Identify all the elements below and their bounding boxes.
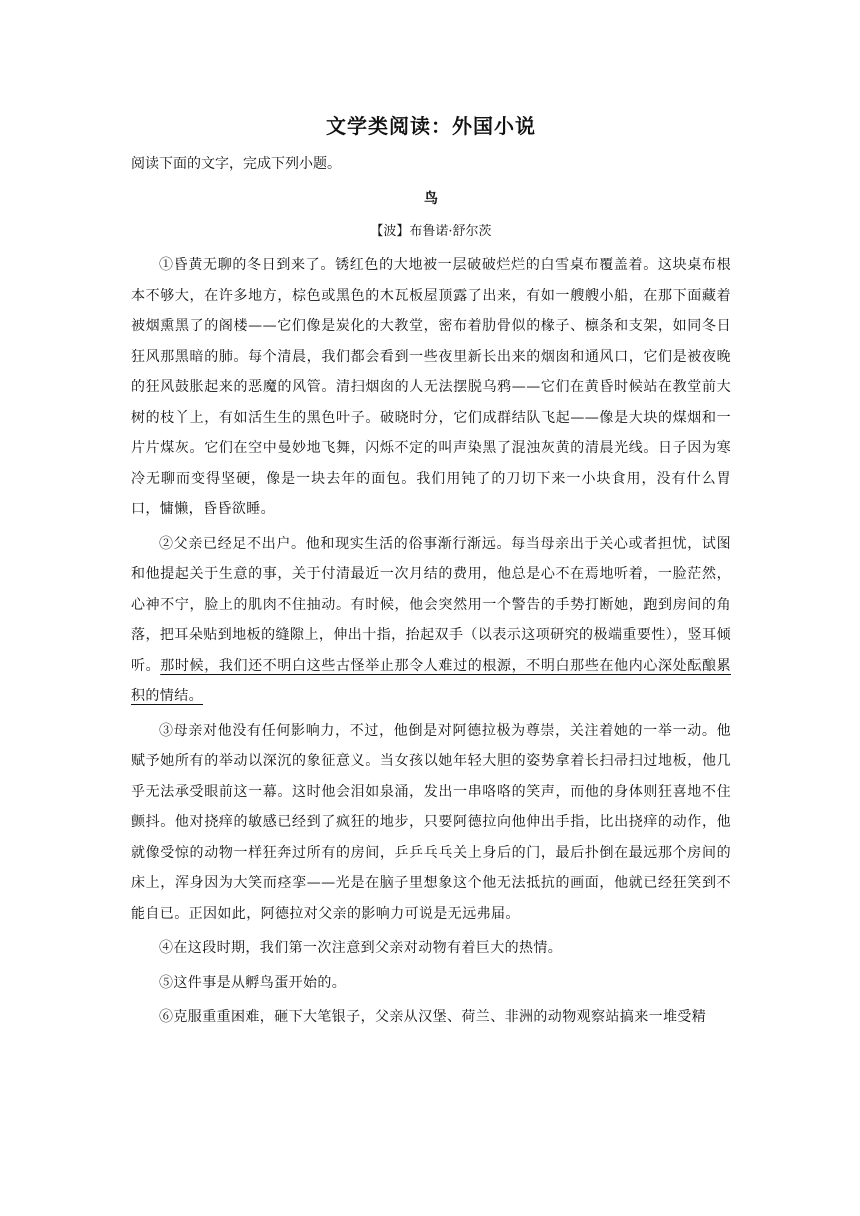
- paragraph-2: [131, 529, 731, 712]
- paragraph-5: ⑤这件事是从孵鸟蛋开始的。: [159, 974, 347, 991]
- paragraph-4: ④在这段时期，我们第一次注意到父亲对动物有着巨大的热情。: [159, 940, 563, 956]
- paragraph-2-text: ②父亲已经足不出户。他和现实生活的俗事渐行渐远。每当母亲出于关心或者担忧，试图和他提起关于生意的事，关于付清最近一次月结的费用，他总是心不在焉地听着，一脸茫然，心神不宁，脸上的肌肉不住抽动。有时候，他会突然用一个警告的手势打断她，跑到房间的角落，把耳朵贴到地板的缝隙上，伸出十指，抬起双手（以表示这项研究的极端重要性），竖耳倾听。: [131, 535, 731, 674]
- underlined-sentence: 那时候，我们还不明白这些古怪举止那令人难过的根源，不明白那些在他内心深处酝酿累积的情结。: [131, 657, 731, 704]
- paragraph-3: ③母亲对他没有任何影响力，不过，他倒是对阿德拉极为尊崇，关注着她的一举一动。他赋予她所有的举动以深沉的象征意义。当女孩以她年轻大胆的姿势拿着长扫帚扫过地板，他几乎无法承受眼前这一幕。这时他会泪如泉涌，发出一串咯咯的笑声，而他的身体则狂喜地不住颤抖。他对挠痒的敏感已经到了疯狂的地步，只要阿德拉向他伸出手指，比出挠痒的动作，他就像受惊的动物一样狂奔过所有的房间，乒乒乓乓关上身后的门，最后扑倒在最远那个房间的床上，浑身因为大笑而痉挛——光是在脑子里想象这个他无法抵抗的画面，他就已经狂笑到不能自已。正因如此，阿德拉对父亲的影响力可说是无远弗届。: [131, 722, 731, 922]
- document-title: 文学类阅读：外国小说: [326, 114, 536, 138]
- paragraph-6: ⑥克服重重困难，砸下大笔银子，父亲从汉堡、荷兰、非洲的动物观察站搞来一堆受精: [159, 1009, 707, 1025]
- paragraph-1: ①昏黄无聊的冬日到来了。锈红色的大地被一层破破烂烂的白雪桌布覆盖着。这块桌布根本不够大，在许多地方，棕色或黑色的木瓦板屋顶露了出来，有如一艘艘小船，在那下面藏着被烟熏黑了的阁楼——它们像是炭化的大教堂，密布着肋骨似的椽子、檩条和支架，如同冬日狂风那黑暗的肺。每个清晨，我们都会看到一些夜里新长出来的烟囱和通风口，它们是被夜晚的狂风鼓胀起来的恶魔的风管。清扫烟囱的人无法摆脱乌鸦——它们在黄昏时候站在教堂前大树的枝丫上，有如活生生的黑色叶子。破晓时分，它们成群结队飞起——像是大块的煤烟和一片片煤灰。它们在空中曼妙地飞舞，闪烁不定的叫声染黑了混浊灰黄的清晨光线。日子因为寒冷无聊而变得坚硬，像是一块去年的面包。我们用钝了的刀切下来一小块食用，没有什么胃口，慵懒，昏昏欲睡。: [131, 257, 731, 517]
- story-title: 鸟: [424, 191, 438, 207]
- story-author: 【波】布鲁诺·舒尔茨: [370, 224, 492, 239]
- document-page: [131, 108, 731, 1037]
- reading-instruction: 阅读下面的文字，完成下列小题。: [131, 156, 341, 172]
